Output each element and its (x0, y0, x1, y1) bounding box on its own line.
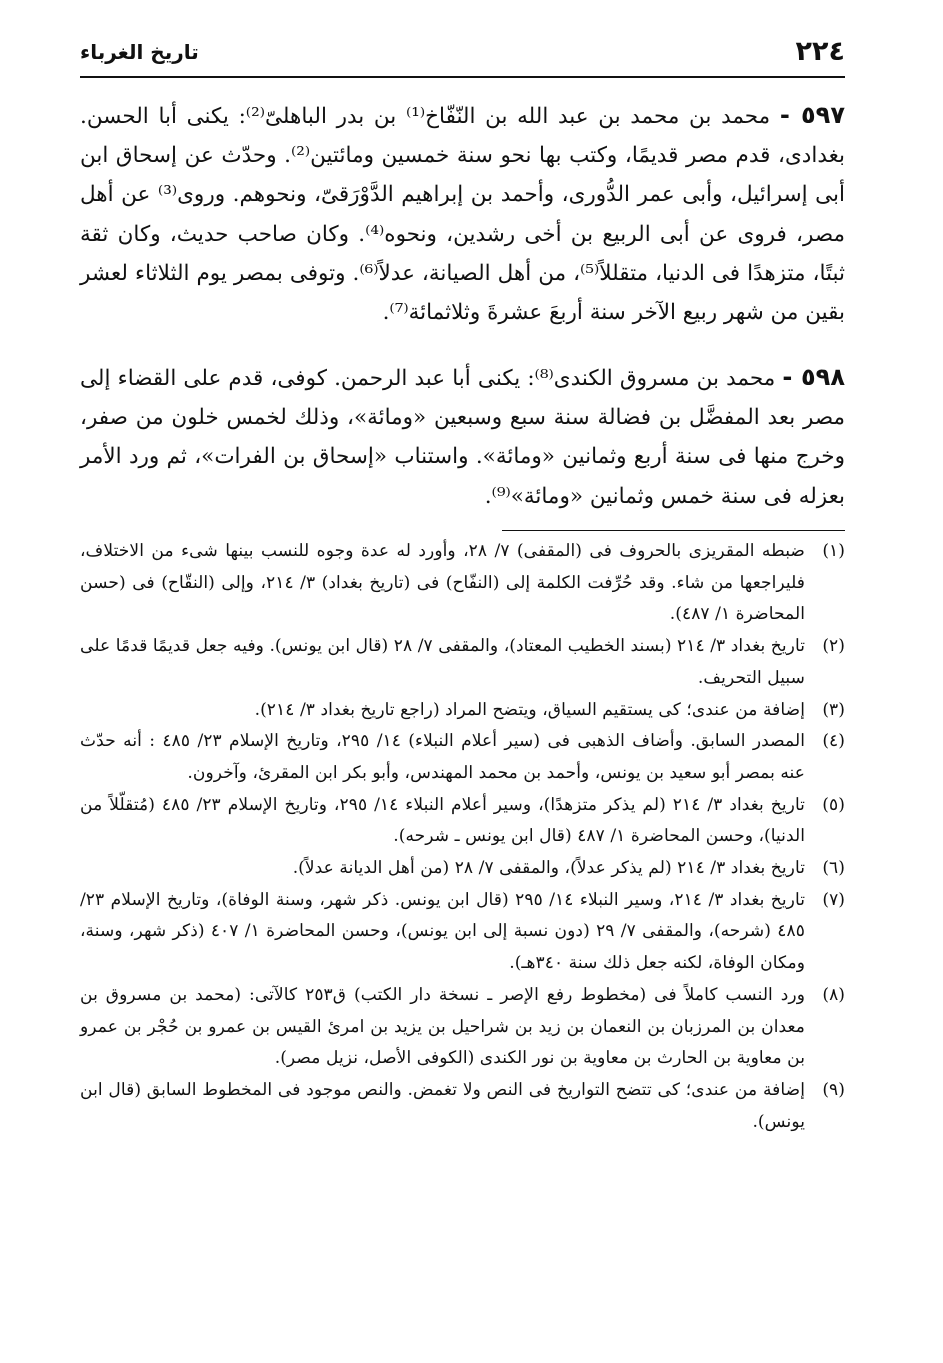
footnote-number: (٦) (822, 858, 845, 879)
footnote-number: (٤) (822, 731, 845, 752)
page-number: ٢٢٤ (795, 36, 845, 67)
footnote-1 (80, 536, 845, 631)
footnote-text: المصدر السابق. وأضاف الذهبى فى (سير أعلام النبلاء) ١٤/ ٢٩٥، وتاريخ الإسلام ٢٣/ ٤٨٥ : أنه حدّث عنه بمصر أبو سعيد بن يونس، وأحمد بن محمد المهندس، وأبو بكر ابن المقرئ، وآخرون. (80, 731, 805, 783)
footnote-number: (٩) (822, 1079, 845, 1100)
footnote-6 (80, 853, 845, 885)
footnote-number: (١) (822, 541, 845, 561)
footnote-text: ورد النسب كاملاً فى (مخطوط رفع الإصر ـ نسخة دار الكتب) ق٢٥٣ كالآتى: (محمد بن مسروق بن معدان بن المرزبان بن النعمان بن زيد بن شراحيل بن يزيد بن امرئ القيس بن عمرو بن حُجْر بن عمرو بن معاوية بن الحارث بن معاوية بن نور الكندى (الكوفى الأصل، نزيل مصر). (80, 984, 806, 1069)
page-header (80, 36, 845, 78)
footnote-text: تاريخ بغداد ٣/ ٢١٤ (لم يذكر عدلاً)، والمقفى ٧/ ٢٨ (من أهل الديانة عدلاً). (292, 858, 805, 879)
footnote-number: (٣) (822, 699, 845, 720)
footnote-5 (80, 790, 845, 853)
footnote-text: تاريخ بغداد ٣/ ٢١٤ (لم يذكر متزهدًا)، وسير أعلام النبلاء ١٤/ ٢٩٥، وتاريخ الإسلام ٢٣/ ٤٨٥ (مُتقلّلاً من الدنيا)، وحسن المحاضرة ١/ ٤٨٧ (قال ابن يونس ـ شرحه). (80, 794, 805, 847)
biography-entry-597 (80, 96, 845, 332)
footnote-number: (٢) (822, 636, 845, 657)
footnote-text: تاريخ بغداد ٣/ ٢١٤، وسير النبلاء ١٤/ ٢٩٥ (قال ابن يونس. ذكر شهر، وسنة الوفاة)، وتاريخ الإسلام ٢٣/ ٤٨٥ (شرحه)، والمقفى ٧/ ٢٩ (دون نسبة إلى ابن يونس)، وحسن المحاضرة ١/ ٤٠٧ (ذكر شهر، وسنة، ومكان الوفاة، لكنه جعل ذلك سنة ٣٤٠هـ). (80, 889, 806, 974)
footnote-text: إضافة من عندى؛ كى تتضح التواريخ فى النص ولا تغمض. والنص موجود فى المخطوط السابق (قال ابن يونس). (80, 1079, 805, 1132)
footnote-text: ضبطه المقريزى بالحروف فى (المقفى) ٧/ ٢٨، وأورد له عدة وجوه للنسب بينها شىء من الاختلاف، فليراجعها من شاء. وقد حُرِّفت الكلمة إلى (النفّاح) فى (تاريخ بغداد) ٣/ ٢١٤، وإلى (النقّاح) فى (حسن المحاضرة ١/ ٤٨٧). (80, 541, 805, 625)
footnote-number: (٨) (822, 984, 846, 1005)
footnote-3 (80, 695, 845, 727)
footnote-7 (80, 885, 845, 980)
running-title: تاريخ الغرباء (80, 40, 199, 64)
entry-text: محمد بن محمد بن عبد الله بن النّفّاخ⁽¹⁾ بن بدر الباهلىّ⁽²⁾: يكنى أبا الحسن. بغدادى، قدم مصر قديمًا، وكتب بها نحو سنة خمسين ومائتين⁽²⁾. وحدّث عن إسحاق ابن أبى إسرائيل، وأبى عمر الدُّورى، وأحمد بن إبراهيم الدَّوْرَقىّ، ونحوهم. وروى⁽³⁾ عن أهل مصر، فروى عن أبى الربيع بن أخى رشدين، ونحوه⁽⁴⁾. وكان صاحب حديث، وكان ثقة ثبتًا، متزهدًا فى الدنيا، متقللاً⁽⁵⁾، من أهل الصيانة، عدلاً⁽⁶⁾. وتوفى بمصر يوم الثلاثاء لعشر بقين من شهر ربيع الآخر سنة أربعَ عشرةَ وثلاثمائة⁽⁷⁾. (80, 104, 846, 326)
footnote-8 (80, 980, 845, 1075)
footnotes (80, 536, 845, 1138)
footnote-4 (80, 726, 845, 789)
biography-entry-598 (80, 358, 845, 516)
entry-number: ٥٩٧ - (779, 101, 845, 129)
footnote-divider (502, 530, 845, 531)
footnote-number: (٧) (822, 889, 846, 910)
footnote-text: تاريخ بغداد ٣/ ٢١٤ (بسند الخطيب المعتاد)، والمقفى ٧/ ٢٨ (قال ابن يونس). وفيه جعل قديمًا قدمًا على سبيل التحريف. (80, 636, 805, 688)
entry-number: ٥٩٨ - (782, 363, 845, 391)
footnote-text: إضافة من عندى؛ كى يستقيم السياق، ويتضح المراد (راجع تاريخ بغداد ٣/ ٢١٤). (254, 699, 805, 720)
entry-text: محمد بن مسروق الكندى⁽⁸⁾: يكنى أبا عبد الرحمن. كوفى، قدم على القضاء إلى مصر بعد المفضَّل بن فضالة سنة سبع وسبعين «ومائة»، وذلك لخمس خلون من صفر، وخرج منها فى سنة أربع وثمانين «ومائة». واستناب «إسحاق بن الفرات»، ثم ورد الأمر بعزله فى سنة خمس وثمانين «ومائة»⁽⁹⁾. (80, 366, 845, 509)
footnote-2 (80, 631, 845, 694)
footnote-number: (٥) (822, 794, 845, 815)
footnote-9 (80, 1075, 845, 1138)
